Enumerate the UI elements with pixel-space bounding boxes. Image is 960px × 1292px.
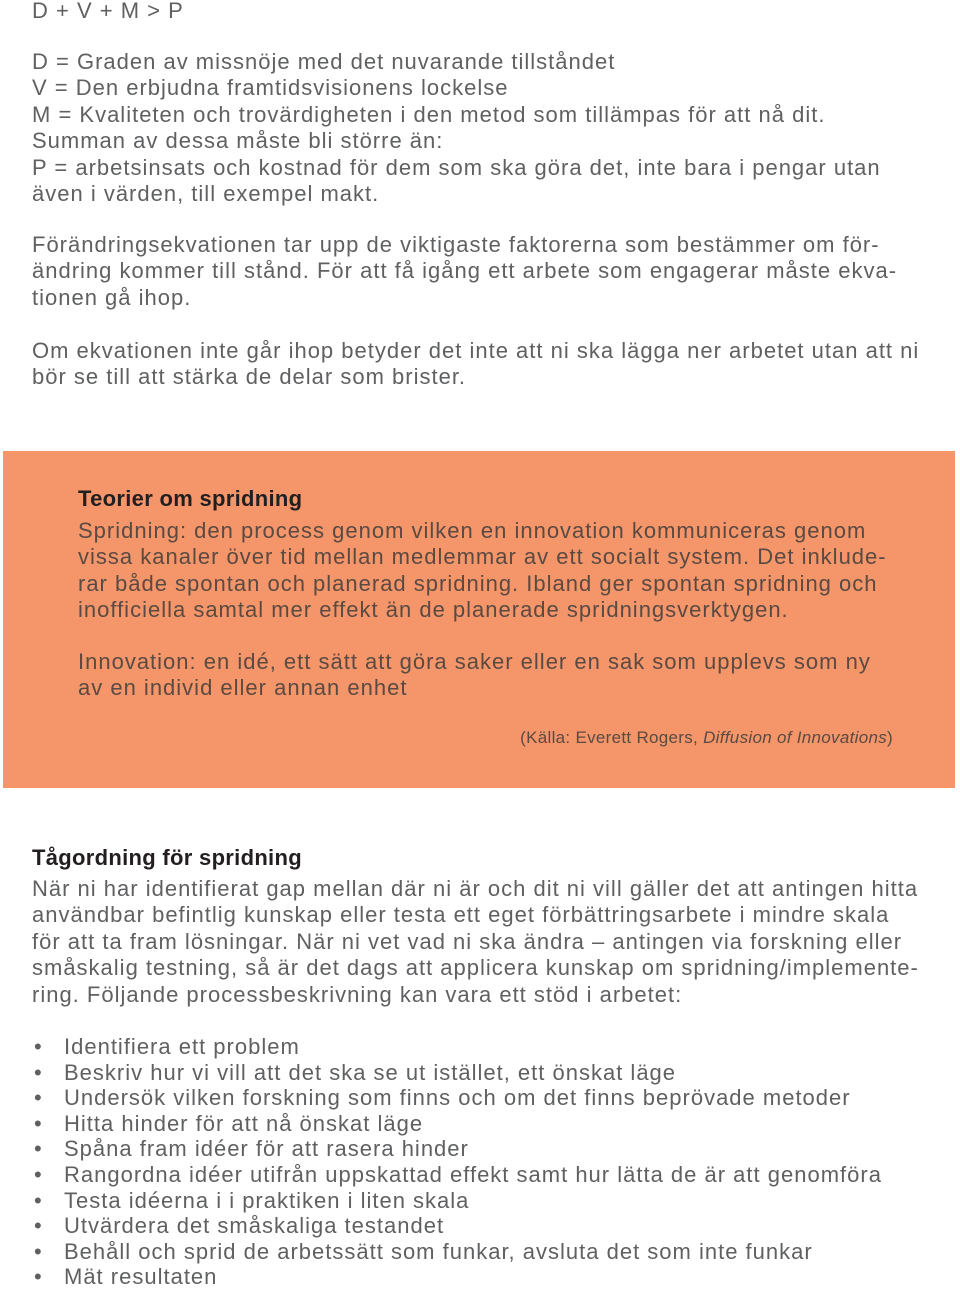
list-item: • Spåna fram idéer för att rasera hinder [32, 1136, 882, 1162]
definition-line: D = Graden av missnöje med det nuvarande tillståndet [32, 49, 616, 74]
paragraph-line: ändring kommer till stånd. För att få igång ett arbete som engagerar måste ekva- [32, 258, 898, 284]
definition-line: V = Den erbjudna framtidsvisionens lockelse [32, 75, 509, 101]
paragraph-line: ring. Följande processbeskrivning kan vara ett stöd i arbetet: [32, 981, 683, 1007]
source-title: Diffusion of Innovations [703, 728, 888, 747]
paragraph-line: Förändringsekvationen tar upp de viktigaste faktorerna som bestämmer om för- [32, 232, 880, 257]
definition-line: P = arbetsinsats och kostnad för dem som ska göra det, inte bara i pengar utan [32, 154, 881, 180]
process-steps-list [32, 1034, 882, 1290]
list-item: • Utvärdera det småskaliga testandet [32, 1213, 882, 1239]
paragraph-line: tionen gå ihop. [32, 284, 192, 310]
list-item: • Identifiera ett problem [32, 1034, 882, 1060]
paragraph-line: Om ekvationen inte går ihop betyder det inte att ni ska lägga ner arbetet utan att ni [32, 338, 920, 363]
list-item: • Behåll och sprid de arbetssätt som funkar, avsluta det som inte funkar [32, 1239, 882, 1265]
equation-definitions [32, 49, 881, 207]
definition-line: Innovation: en idé, ett sätt att göra saker eller en sak som upplevs som ny [78, 649, 871, 674]
process-section-intro [32, 876, 919, 1008]
definition-line: även i värden, till exempel makt. [32, 181, 380, 207]
diffusion-definition [78, 518, 887, 624]
theory-box-heading: Teorier om spridning [78, 486, 303, 511]
list-item: • Rangordna idéer utifrån uppskattad effekt samt hur lätta de är att genomföra [32, 1162, 882, 1188]
list-item: • Hitta hinder för att nå önskat läge [32, 1111, 882, 1137]
paragraph-line: för att ta fram lösningar. När ni vet vad ni ska ändra – antingen via forskning eller [32, 928, 903, 954]
definition-line: M = Kvaliteten och trovärdigheten i den metod som tillämpas för att nå dit. [32, 101, 826, 127]
definition-line: rar både spontan och planerad spridning. Ibland ger spontan spridning och [78, 570, 878, 596]
paragraph-line: När ni har identifierat gap mellan där ni är och dit ni vill gäller det att antingen hitta [32, 876, 919, 901]
source-citation [520, 728, 893, 748]
paragraph-line: bör se till att stärka de delar som brister. [32, 364, 467, 390]
definition-line: vissa kanaler över tid mellan medlemmar av ett socialt system. Det inklude- [78, 544, 887, 570]
paragraph-equation-fails [32, 338, 919, 391]
list-item: • Undersök vilken forskning som finns och om det finns beprövade metoder [32, 1085, 882, 1111]
source-suffix: ) [887, 728, 893, 747]
change-equation: D + V + M > P [32, 0, 184, 23]
source-prefix: (Källa: Everett Rogers, [520, 728, 704, 747]
definition-line: inofficiella samtal mer effekt än de planerade spridningsverktygen. [78, 597, 789, 623]
process-section-heading: Tågordning för spridning [32, 845, 302, 870]
paragraph-line: småskalig testning, så är det dags att applicera kunskap om spridning/implemente- [32, 955, 919, 981]
list-item: • Beskriv hur vi vill att det ska se ut istället, ett önskat läge [32, 1060, 882, 1086]
definition-line: Spridning: den process genom vilken en innovation kommuniceras genom [78, 518, 867, 543]
definition-line: av en individ eller annan enhet [78, 675, 408, 701]
paragraph-change-equation [32, 232, 897, 311]
innovation-definition [78, 649, 871, 702]
list-item: • Testa idéerna i i praktiken i liten skala [32, 1188, 882, 1214]
theory-box [3, 451, 955, 788]
definition-line: Summan av dessa måste bli större än: [32, 128, 444, 154]
paragraph-line: användbar befintlig kunskap eller testa ett eget förbättringsarbete i mindre skala [32, 902, 890, 928]
list-item: • Mät resultaten [32, 1264, 882, 1290]
